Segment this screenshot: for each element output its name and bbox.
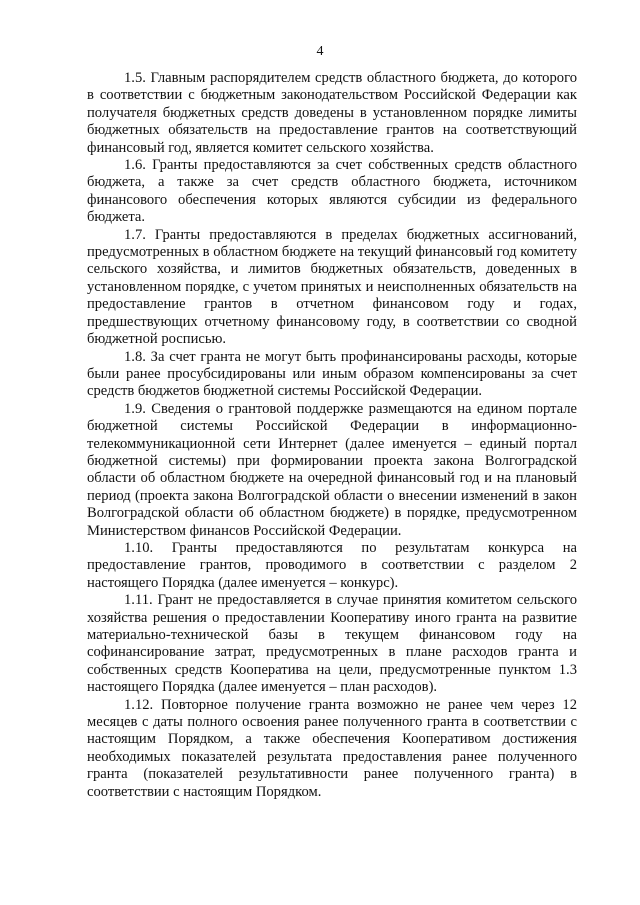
- paragraph-1-10: 1.10. Гранты предоставляются по результатам конкурса на предоставление грантов, проводимого в соответствии с разделом 2 настоящего Порядка (далее именуется – конкурс).: [87, 539, 577, 591]
- paragraph-1-9: 1.9. Сведения о грантовой поддержке размещаются на едином портале бюджетной системы Российской Федерации в информационно-телекоммуникационной сети Интернет (далее именуется – единый портал бюджетной системы) при формировании проекта закона Волгоградской области об областном бюджете на очередной финансовый год и на плановый период (проекта закона Волгоградской области о внесении изменений в закон Волгоградской области об областном бюджете) в порядке, предусмотренном Министерством финансов Российской Федерации.: [87, 400, 577, 539]
- paragraph-1-7: 1.7. Гранты предоставляются в пределах бюджетных ассигнований, предусмотренных в областном бюджете на текущий финансовый год комитету сельского хозяйства, и лимитов бюджетных обязательств, доведенных в установленном порядке, с учетом принятых и неисполненных обязательств на предоставление грантов в отчетном финансовом году и годах, предшествующих отчетному финансовому году, в соответствии со сводной бюджетной росписью.: [87, 226, 577, 348]
- paragraph-1-8: 1.8. За счет гранта не могут быть профинансированы расходы, которые были ранее просубсидированы или иным образом компенсированы за счет средств бюджетов бюджетной системы Российской Федерации.: [87, 348, 577, 400]
- paragraph-1-11: 1.11. Грант не предоставляется в случае принятия комитетом сельского хозяйства решения о предоставлении Кооперативу иного гранта на развитие материально-технической базы в текущем финансовом году на софинансирование затрат, предусмотренных в плане расходов гранта и собственных средств Кооператива на цели, предусмотренные пунктом 1.3 настоящего Порядка (далее именуется – план расходов).: [87, 592, 577, 696]
- paragraph-1-6: 1.6. Гранты предоставляются за счет собственных средств областного бюджета, а также за счет средств областного бюджета, источником финансового обеспечения которых являются субсидии из федерального бюджета.: [87, 157, 577, 226]
- paragraph-1-12: 1.12. Повторное получение гранта возможно не ранее чем через 12 месяцев с даты полного освоения ранее полученного гранта в соответствии с настоящим Порядком, а также обеспечения Кооперативом достижения необходимых показателей результата предоставления ранее полученного гранта (показателей результативности ранее полученного гранта) в соответствии с настоящим Порядком.: [87, 696, 577, 800]
- page-number: 4: [316, 44, 324, 59]
- paragraph-1-5: 1.5. Главным распорядителем средств областного бюджета, до которого в соответствии с бюджетным законодательством Российской Федерации как получателя бюджетных средств доведены в установленном порядке лимиты бюджетных обязательств на предоставление грантов на соответствующий финансовый год, является комитет сельского хозяйства.: [87, 70, 577, 156]
- document-body: [87, 70, 577, 801]
